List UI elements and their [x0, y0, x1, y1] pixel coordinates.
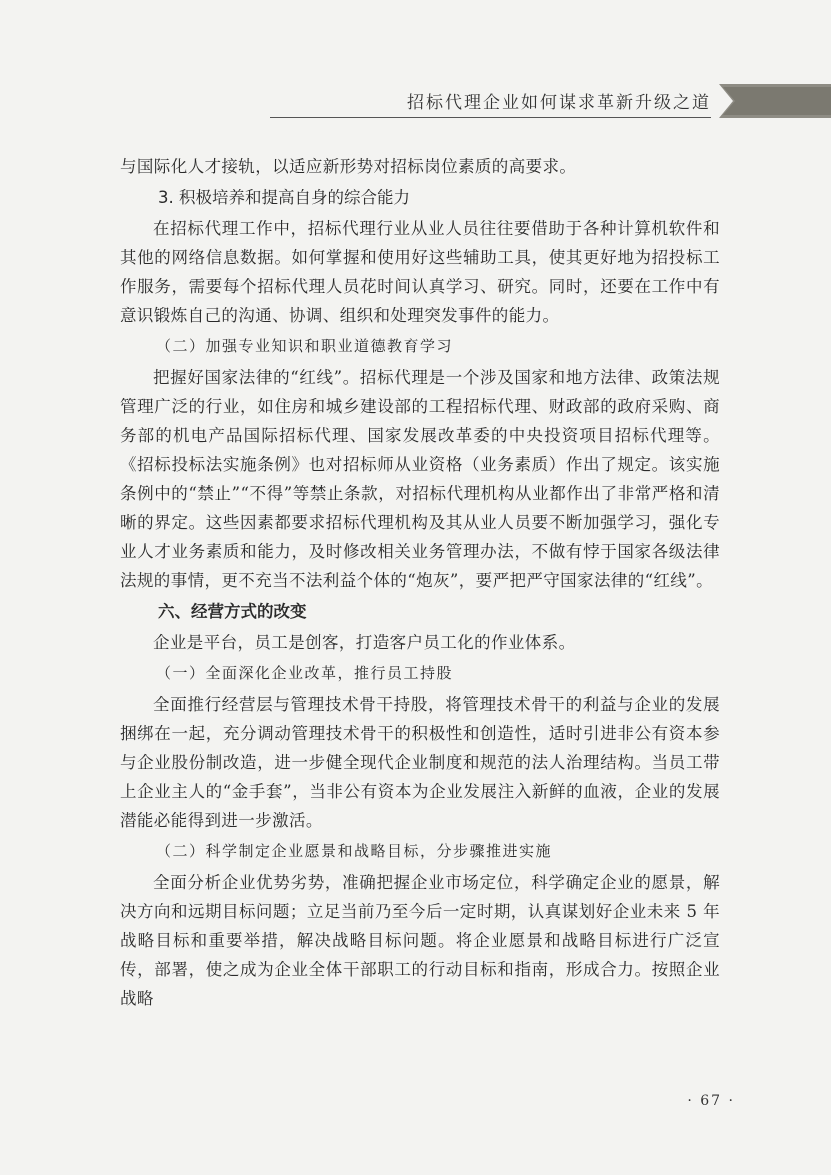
header-rule — [270, 117, 711, 118]
paragraph: 把握好国家法律的“红线”。招标代理是一个涉及国家和地方法律、政策法规管理广泛的行业，如住房和城乡建设部的工程招标代理、财政部的政府采购、商务部的机电产品国际招标代理、国家发展改革委的中央投资项目招标代理等。《招标投标法实施条例》也对招标师从业资格（业务素质）作出了规定。该实施条例中的“禁止”“不得”等禁止条款，对招标代理机构从业都作出了非常严格和清晰的界定。这些因素都要求招标代理机构及其从业人员要不断加强学习，强化专业人才业务素质和能力，及时修改相关业务管理办法，不做有悖于国家各级法律法规的事情，更不充当不法利益个体的“炮灰”，要严把严守国家法律的“红线”。 — [120, 368, 720, 590]
section-heading: 3. 积极培养和提高自身的综合能力 — [158, 188, 410, 207]
paragraph: 企业是平台，员工是创客，打造客户员工化的作业体系。 — [153, 633, 576, 652]
page-number: · 67 · — [687, 1093, 735, 1109]
section-heading: 六、经营方式的改变 — [158, 602, 307, 621]
paragraph: 全面推行经营层与管理技术骨干持股，将管理技术骨干的利益与企业的发展捆绑在一起，充分调动管理技术骨干的积极性和创造性，适时引进非公有资本参与企业股份制改造，进一步健全现代企业制度和规范的法人治理结构。当员工带上企业主人的“金手套”，当非公有资本为企业发展注入新鲜的血液，企业的发展潜能必能得到进一步激活。 — [120, 695, 720, 830]
section-heading: （二）科学制定企业愿景和战略目标，分步骤推进实施 — [156, 842, 553, 860]
paragraph: 与国际化人才接轨，以适应新形势对招标岗位素质的高要求。 — [120, 157, 577, 176]
paragraph: 在招标代理工作中，招标代理行业从业人员往往要借助于各种计算机软件和其他的网络信息数据。如何掌握和使用好这些辅助工具，使其更好地为招投标工作服务，需要每个招标代理人员花时间认真学习、研究。同时，还要在工作中有意识锻炼自己的沟通、协调、组织和处理突发事件的能力。 — [120, 219, 720, 325]
header-tab-decoration — [719, 84, 831, 118]
body-text — [120, 152, 720, 1013]
section-heading: （一）全面深化企业改革，推行员工持股 — [156, 664, 454, 682]
running-header — [240, 80, 831, 120]
running-header-title: 招标代理企业如何谋求革新升级之道 — [407, 93, 711, 113]
section-heading: （二）加强专业知识和职业道德教育学习 — [156, 337, 454, 355]
paragraph: 全面分析企业优势劣势，准确把握企业市场定位，科学确定企业的愿景，解决方向和远期目标问题；立足当前乃至今后一定时期，认真谋划好企业未来 5 年战略目标和重要举措，解决战略目标问题。将企业愿景和战略目标进行广泛宣传，部署，使之成为企业全体干部职工的行动目标和指南，形成合力。按照企业战略 — [120, 873, 720, 1008]
